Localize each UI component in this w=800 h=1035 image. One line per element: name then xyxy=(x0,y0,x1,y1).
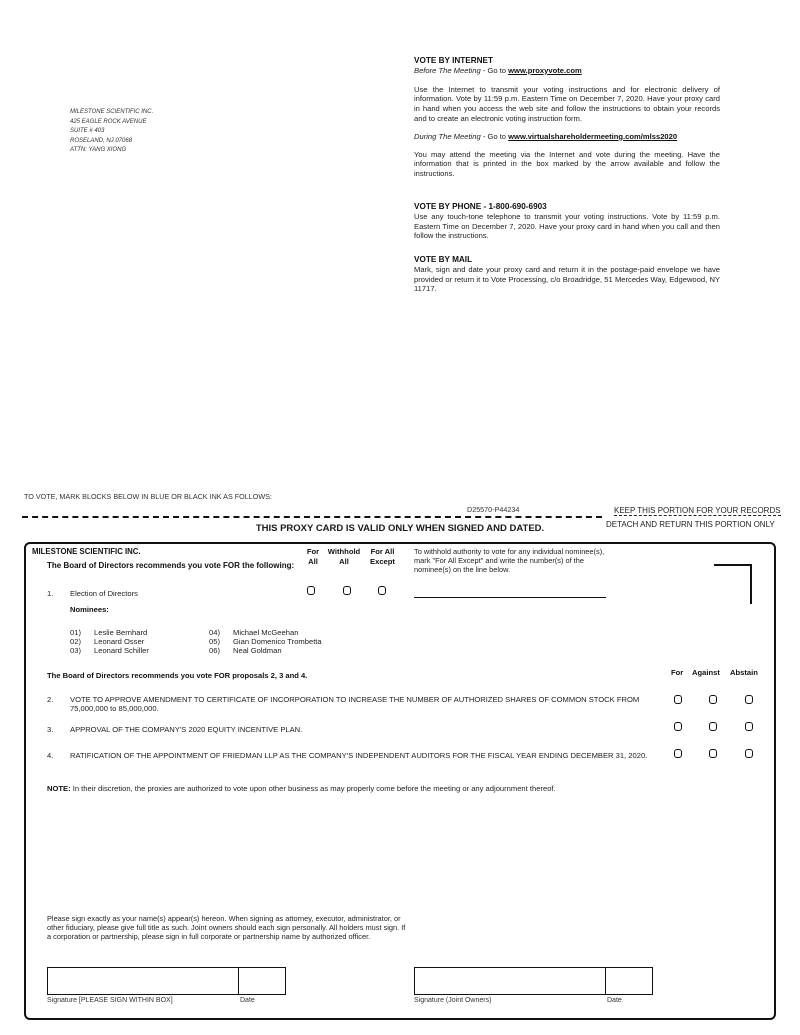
col-withhold-all xyxy=(324,547,364,566)
for-all-except-checkbox[interactable] xyxy=(378,586,386,595)
nominee-name: Leonard Osser xyxy=(94,637,145,646)
nominee-number: 06) xyxy=(209,646,220,655)
keep-portion-text: KEEP THIS PORTION FOR YOUR RECORDS xyxy=(614,506,781,515)
mail-instructions: Mark, sign and date your proxy card and return it in the postage-paid envelope we have provided or return it to Vote Processing, c/o Broadridge, 51 Mercedes Way, Edgewood, NY 11717. xyxy=(414,264,720,294)
company-name: MILESTONE SCIENTIFIC INC. xyxy=(32,547,141,556)
item1-text: Election of Directors xyxy=(70,589,138,598)
vote-internet-heading: VOTE BY INTERNET xyxy=(414,56,494,65)
joint-date-label: Date xyxy=(607,997,622,1004)
col-for-all xyxy=(302,547,324,566)
address-line: SUITE # 403 xyxy=(70,128,105,134)
proxy-card xyxy=(24,542,776,1020)
before-meeting-label: Before The Meeting xyxy=(414,65,481,75)
nominee-name: Neal Goldman xyxy=(233,646,282,655)
proposal-3-abstain-checkbox[interactable] xyxy=(745,722,753,731)
proposal-text: APPROVAL OF THE COMPANY'S 2020 EQUITY INCENTIVE PLAN. xyxy=(70,725,303,734)
address-line: ATTN: YANG XIONG xyxy=(70,147,127,153)
nominee-list-right xyxy=(209,628,322,655)
note-text: In their discretion, the proxies are authorized to vote upon other business as may properly come before the meeting or any adjournment thereof. xyxy=(70,784,556,793)
proposal-number: 2. xyxy=(47,695,54,704)
nominee-number: 05) xyxy=(209,637,220,646)
note-label: NOTE: xyxy=(47,784,71,793)
proposal-text: RATIFICATION OF THE APPOINTMENT OF FRIEDMAN LLP AS THE COMPANY'S INDEPENDENT AUDITORS FOR THE FISCAL YEAR ENDING DECEMBER 31, 2020. xyxy=(70,751,648,760)
nominee-name: Gian Domenico Trombetta xyxy=(233,637,322,646)
go-to-text: - Go to xyxy=(480,65,509,75)
proxyvote-link[interactable]: www.proxyvote.com xyxy=(508,65,582,75)
col-for-all-except-line2: Except xyxy=(370,556,395,566)
joint-signature-label: Signature (Joint Owners) xyxy=(414,997,492,1004)
mark-instructions: TO VOTE, MARK BLOCKS BELOW IN BLUE OR BLACK INK AS FOLLOWS: xyxy=(24,492,272,501)
nominee-item xyxy=(209,628,322,637)
proposal-2-against-checkbox[interactable] xyxy=(709,695,717,704)
col-for-all-line2: All xyxy=(308,556,318,566)
sign-instructions: Please sign exactly as your name(s) appear(s) hereon. When signing as attorney, executor, administrator, or other fiduciary, please give full title as such. Joint owners should each sign personally. All holders must sign. If a corporation or partnership, please sign in full corporate or partnership name by authorized officer. xyxy=(47,914,406,941)
vote-by-mail-section xyxy=(414,255,720,294)
proposal-4-abstain-checkbox[interactable] xyxy=(745,749,753,758)
nominee-number: 01) xyxy=(70,628,81,637)
withhold-instructions: To withhold authority to vote for any individual nominee(s), mark "For All Except" and write the number(s) of the nominee(s) on the line below. xyxy=(414,547,605,574)
nominee-list-left xyxy=(70,628,149,655)
nominee-item xyxy=(209,637,322,646)
keep-portion-label xyxy=(614,506,781,515)
date-label: Date xyxy=(240,997,255,1004)
proposal-4-for-checkbox[interactable] xyxy=(674,749,682,758)
during-meeting-label: During The Meeting xyxy=(414,131,481,141)
nominee-number: 04) xyxy=(209,628,220,637)
meeting-instructions: You may attend the meeting via the Internet and vote during the meeting. Have the information that is printed in the box marked by the arrow available and follow the instructions. xyxy=(414,149,720,179)
nominee-item xyxy=(70,628,149,637)
internet-instructions: Use the Internet to transmit your voting instructions and for electronic delivery of information. Vote by 11:59 p.m. Eastern Time on December 7, 2020. Have your proxy card in hand when you access the web site and follow the instructions to obtain your records and to create an electronic voting instruction form. xyxy=(414,84,720,123)
detach-portion-label: DETACH AND RETURN THIS PORTION ONLY xyxy=(606,520,775,529)
board-recommendation-1: The Board of Directors recommends you vote FOR the following: xyxy=(47,561,295,570)
withhold-all-checkbox[interactable] xyxy=(343,586,351,595)
return-address xyxy=(70,108,153,156)
control-code: D25570-P44234 xyxy=(464,505,522,514)
vote-phone-heading: VOTE BY PHONE - 1-800-690-6903 xyxy=(414,202,547,211)
joint-date-box[interactable] xyxy=(605,967,653,995)
detach-line xyxy=(22,516,602,518)
proxy-card-title: THIS PROXY CARD IS VALID ONLY WHEN SIGNED AND DATED. xyxy=(255,523,545,534)
col-abstain: Abstain xyxy=(730,668,758,677)
address-line: ROSELAND, NJ 07068 xyxy=(70,137,133,144)
col-withhold-all-line2: All xyxy=(339,556,349,566)
proposal-text: VOTE TO APPROVE AMENDMENT TO CERTIFICATE OF INCORPORATION TO INCREASE THE NUMBER OF AUTHORIZED SHARES OF COMMON STOCK FROM 75,000,000 to 85,000,000. xyxy=(70,695,640,713)
col-for: For xyxy=(671,668,684,677)
date-box[interactable] xyxy=(238,967,286,995)
nominees-label: Nominees: xyxy=(70,605,109,614)
proposal-2-for-checkbox[interactable] xyxy=(674,695,682,704)
vote-mail-heading: VOTE BY MAIL xyxy=(414,255,473,264)
vote-by-internet-section xyxy=(414,56,720,179)
nominee-item xyxy=(209,646,322,655)
nominee-item xyxy=(70,646,149,655)
nominee-name: Leslie Bernhard xyxy=(94,628,148,637)
note xyxy=(47,784,747,793)
virtual-meeting-link[interactable]: www.virtualshareholdermeeting.com/mlss2020 xyxy=(508,131,678,141)
vote-by-phone-section xyxy=(414,202,720,241)
arrow-bracket-icon xyxy=(714,564,752,604)
col-for-all-except-line1: For All xyxy=(370,547,395,556)
address-line: MILESTONE SCIENTIFIC INC. xyxy=(70,109,154,115)
phone-instructions: Use any touch-tone telephone to transmit your voting instructions. Vote by 11:59 p.m. Eastern Time on December 7, 2020. Have your proxy card in hand when you call and then follow the instructions. xyxy=(414,211,720,241)
for-all-checkbox[interactable] xyxy=(307,586,315,595)
col-withhold-all-line1: Withhold xyxy=(327,547,361,556)
proposal-4-against-checkbox[interactable] xyxy=(709,749,717,758)
proposal-number: 3. xyxy=(47,725,54,734)
proposal-3-against-checkbox[interactable] xyxy=(709,722,717,731)
proposal-2-abstain-checkbox[interactable] xyxy=(745,695,753,704)
col-against: Against xyxy=(692,668,720,677)
nominee-name: Michael McGeehan xyxy=(233,628,299,637)
go-to-text: - Go to xyxy=(480,131,509,141)
col-for-all-line1: For xyxy=(306,547,320,556)
signature-label: Signature [PLEASE SIGN WITHIN BOX] xyxy=(47,997,173,1004)
except-nominee-line[interactable] xyxy=(414,597,606,598)
proposal-3-for-checkbox[interactable] xyxy=(674,722,682,731)
nominee-name: Leonard Schiller xyxy=(94,646,149,655)
item1-number: 1. xyxy=(47,589,54,598)
signature-box[interactable] xyxy=(47,967,239,995)
joint-signature-box[interactable] xyxy=(414,967,606,995)
nominee-item xyxy=(70,637,149,646)
address-line: 425 EAGLE ROCK AVENUE xyxy=(70,118,147,125)
nominee-number: 02) xyxy=(70,637,81,646)
nominee-number: 03) xyxy=(70,646,81,655)
proposal-number: 4. xyxy=(47,751,54,760)
board-recommendation-2: The Board of Directors recommends you vote FOR proposals 2, 3 and 4. xyxy=(47,671,308,680)
col-for-all-except xyxy=(364,547,401,566)
